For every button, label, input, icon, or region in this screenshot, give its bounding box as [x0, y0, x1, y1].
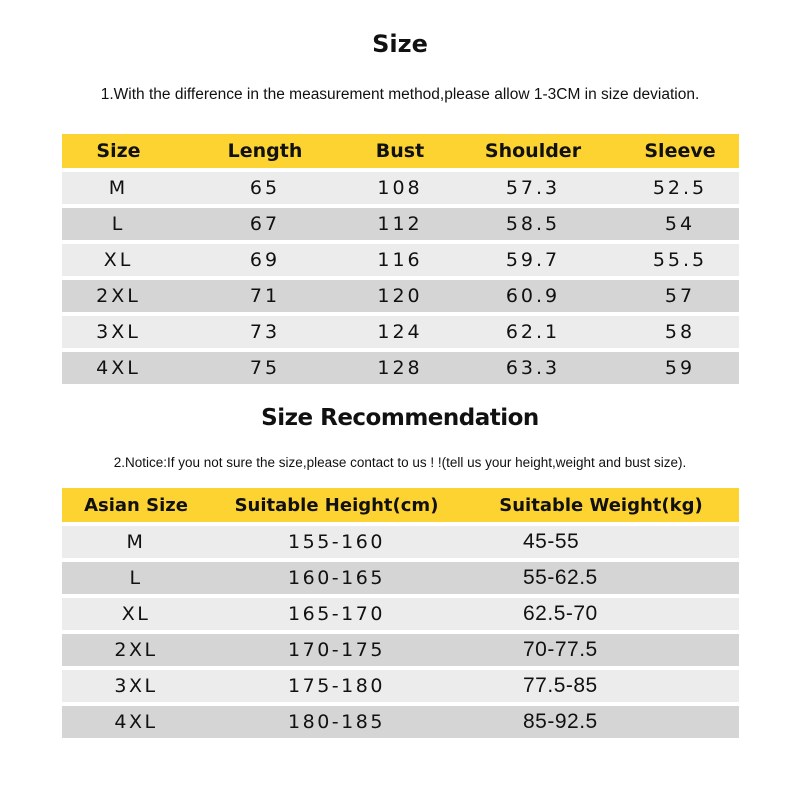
cell-size: 4XL — [62, 352, 175, 384]
table-row — [62, 598, 739, 630]
header-shoulder: Shoulder — [445, 134, 621, 168]
cell-bust: 128 — [355, 352, 445, 384]
cell-length: 75 — [175, 352, 355, 384]
header-asian-size: Asian Size — [62, 488, 210, 522]
cell-sleeve: 55.5 — [621, 244, 739, 276]
cell-sleeve: 59 — [621, 352, 739, 384]
cell-bust: 112 — [355, 208, 445, 240]
header-length: Length — [175, 134, 355, 168]
size-chart-table — [62, 130, 739, 388]
cell-shoulder: 60.9 — [445, 280, 621, 312]
header-suitable-weight: Suitable Weight(kg) — [463, 488, 739, 522]
cell-height: 175-180 — [210, 670, 463, 702]
table-row — [62, 670, 739, 702]
cell-length: 67 — [175, 208, 355, 240]
table-row — [62, 280, 739, 312]
cell-size: 3XL — [62, 316, 175, 348]
cell-bust: 124 — [355, 316, 445, 348]
size-notice-note: 2.Notice:If you not sure the size,please contact to us ! !(tell us your height,weight and bust size). — [113, 455, 687, 470]
cell-asian-size: 4XL — [62, 706, 210, 738]
cell-length: 73 — [175, 316, 355, 348]
cell-asian-size: L — [62, 562, 210, 594]
cell-shoulder: 58.5 — [445, 208, 621, 240]
cell-shoulder: 57.3 — [445, 172, 621, 204]
cell-length: 69 — [175, 244, 355, 276]
cell-sleeve: 54 — [621, 208, 739, 240]
cell-shoulder: 63.3 — [445, 352, 621, 384]
header-size: Size — [62, 134, 175, 168]
cell-weight: 62.5-70 — [463, 598, 739, 630]
cell-height: 180-185 — [210, 706, 463, 738]
recommendation-header-row — [62, 488, 739, 522]
cell-weight: 77.5-85 — [463, 670, 739, 702]
cell-height: 165-170 — [210, 598, 463, 630]
table-row — [62, 208, 739, 240]
cell-bust: 108 — [355, 172, 445, 204]
cell-height: 170-175 — [210, 634, 463, 666]
cell-asian-size: XL — [62, 598, 210, 630]
cell-size: L — [62, 208, 175, 240]
cell-weight: 45-55 — [463, 526, 739, 558]
cell-sleeve: 57 — [621, 280, 739, 312]
cell-sleeve: 58 — [621, 316, 739, 348]
size-deviation-note: 1.With the difference in the measurement method,please allow 1-3CM in size deviation. — [100, 86, 700, 103]
cell-length: 65 — [175, 172, 355, 204]
size-chart-title: Size — [372, 30, 428, 58]
size-chart-header-row — [62, 134, 739, 168]
header-suitable-height: Suitable Height(cm) — [210, 488, 463, 522]
cell-shoulder: 59.7 — [445, 244, 621, 276]
cell-asian-size: 3XL — [62, 670, 210, 702]
header-sleeve: Sleeve — [621, 134, 739, 168]
header-bust: Bust — [355, 134, 445, 168]
cell-bust: 116 — [355, 244, 445, 276]
cell-height: 160-165 — [210, 562, 463, 594]
table-row — [62, 352, 739, 384]
cell-size: XL — [62, 244, 175, 276]
cell-weight: 85-92.5 — [463, 706, 739, 738]
table-row — [62, 244, 739, 276]
cell-asian-size: M — [62, 526, 210, 558]
table-row — [62, 316, 739, 348]
cell-sleeve: 52.5 — [621, 172, 739, 204]
cell-size: 2XL — [62, 280, 175, 312]
table-row — [62, 706, 739, 738]
table-row — [62, 634, 739, 666]
table-row — [62, 526, 739, 558]
table-row — [62, 562, 739, 594]
cell-bust: 120 — [355, 280, 445, 312]
table-row — [62, 172, 739, 204]
cell-length: 71 — [175, 280, 355, 312]
size-recommendation-title: Size Recommendation — [261, 405, 539, 431]
cell-weight: 55-62.5 — [463, 562, 739, 594]
cell-weight: 70-77.5 — [463, 634, 739, 666]
cell-shoulder: 62.1 — [445, 316, 621, 348]
cell-asian-size: 2XL — [62, 634, 210, 666]
size-recommendation-table — [62, 484, 739, 742]
cell-size: M — [62, 172, 175, 204]
cell-height: 155-160 — [210, 526, 463, 558]
